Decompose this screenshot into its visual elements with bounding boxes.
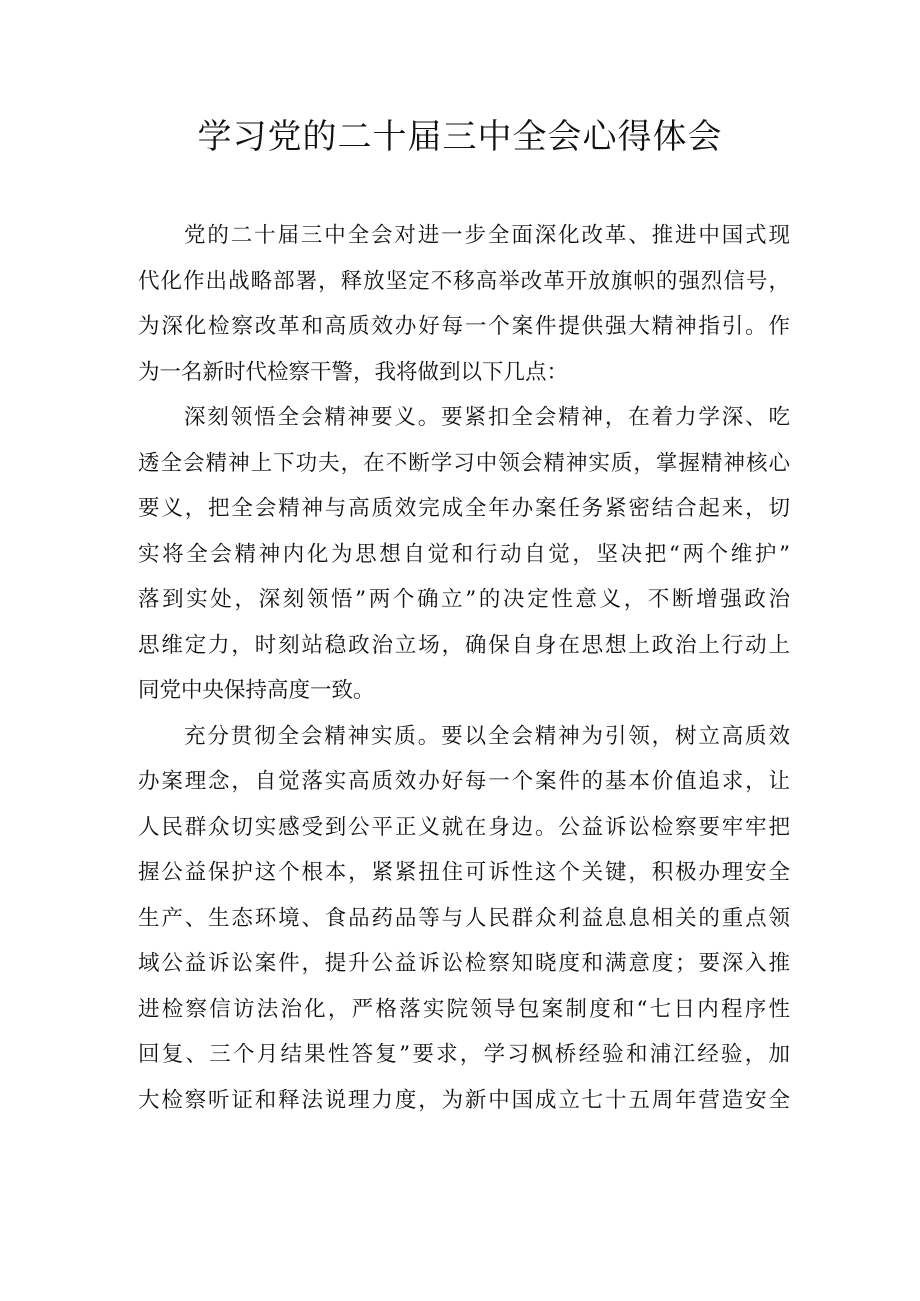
paragraph-2-line: 深刻领悟全会精神要义。要紧扣全会精神，在着力学深、吃 <box>184 405 790 430</box>
paragraph-3-line: 充分贯彻全会精神实质。要以全会精神为引领，树立高质效 <box>184 723 790 749</box>
paragraph-3-line: 回复、三个月结果性答复”要求，学习枫桥经验和浦江经验，加 <box>138 1042 790 1067</box>
paragraph-3-line: 握公益保护这个根本，紧紧扭住可诉性这个关键，积极办理安全 <box>138 860 790 885</box>
paragraph-2-line: 落到实处，深刻领悟”两个确立”的决定性意义，不断增强政治 <box>138 587 790 612</box>
paragraph-2-line: 透全会精神上下功夫，在不断学习中领会精神实质，掌握精神核心 <box>138 450 790 476</box>
paragraph-3-line: 大检察听证和释法说理力度，为新中国成立七十五周年营造安全 <box>138 1087 790 1113</box>
paragraph-1-line: 代化作出战略部署，释放坚定不移高举改革开放旗帜的强烈信号， <box>138 268 790 294</box>
paragraph-2-line: 要义，把全会精神与高质效完成全年办案任务紧密结合起来，切 <box>138 496 790 521</box>
document-title: 学习党的二十届三中全会心得体会 <box>197 117 723 157</box>
paragraph-3-line: 生产、生态环境、食品药品等与人民群众利益息息相关的重点领 <box>138 905 790 931</box>
paragraph-1-line: 党的二十届三中全会对进一步全面深化改革、推进中国式现 <box>184 223 790 248</box>
paragraph-2-line: 同党中央保持高度一致。 <box>138 678 375 703</box>
paragraph-3-line: 人民群众切实感受到公平正义就在身边。公益诉讼检察要牢牢把 <box>138 814 790 840</box>
paragraph-1-line: 为深化检察改革和高质效办好每一个案件提供强大精神指引。作 <box>138 314 790 339</box>
document-body <box>138 213 790 1123</box>
paragraph-2-line: 思维定力，时刻站稳政治立场，确保自身在思想上政治上行动上 <box>138 632 790 658</box>
paragraph-3-line: 进检察信访法治化，严格落实院领导包案制度和“七日内程序性 <box>138 996 790 1022</box>
paragraph-2-line: 实将全会精神内化为思想自觉和行动自觉，坚决把“两个维护” <box>138 541 790 567</box>
paragraph-3-line: 办案理念，自觉落实高质效办好每一个案件的基本价值追求，让 <box>138 769 790 794</box>
paragraph-3-line: 域公益诉讼案件，提升公益诉讼检察知晓度和满意度；要深入推 <box>138 951 790 976</box>
paragraph-1-line: 为一名新时代检察干警，我将做到以下几点： <box>138 359 569 385</box>
